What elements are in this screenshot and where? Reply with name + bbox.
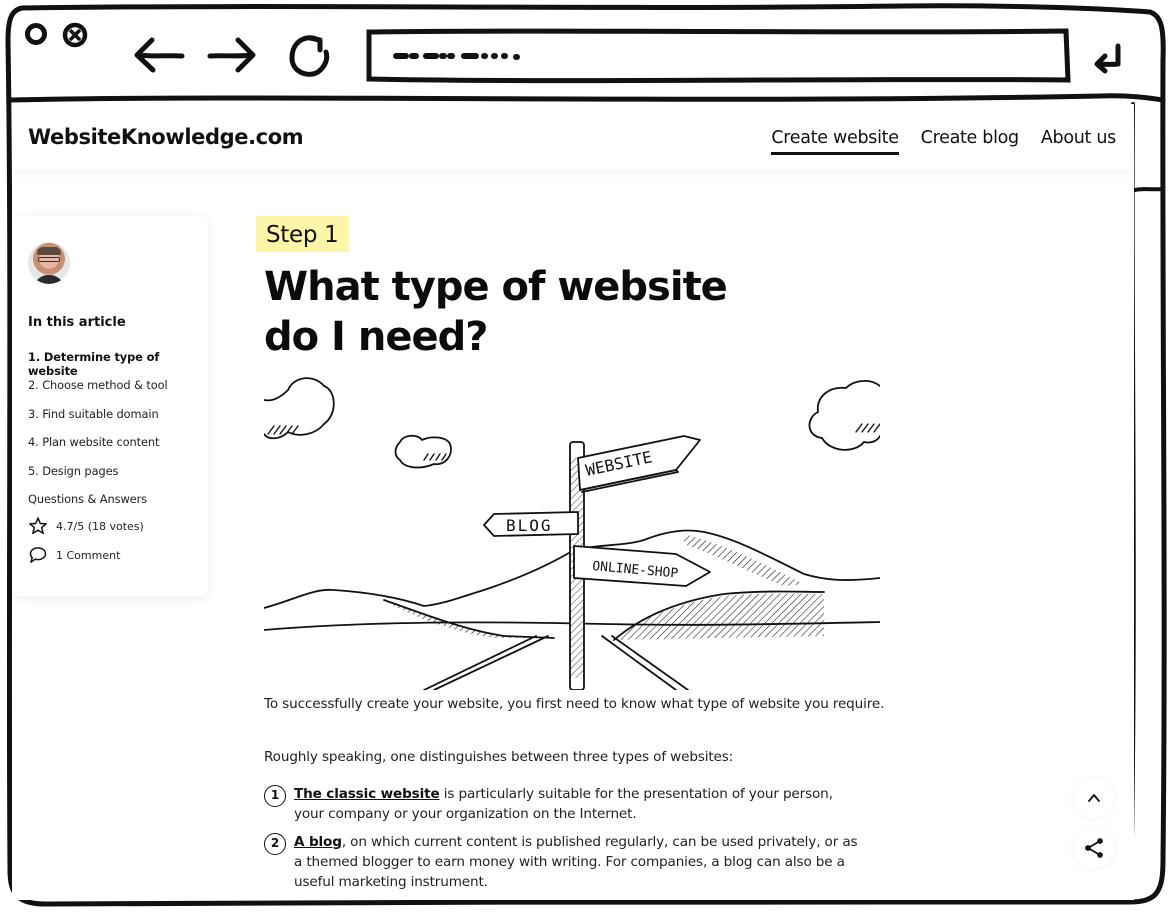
blog-link[interactable]: A blog xyxy=(294,834,342,850)
nav-create-website[interactable]: Create website xyxy=(771,128,898,155)
top-nav xyxy=(771,128,1116,155)
reload-icon[interactable] xyxy=(282,30,334,80)
share-button[interactable] xyxy=(1074,828,1114,868)
share-icon xyxy=(1083,837,1105,859)
signpost-illustration xyxy=(264,374,880,690)
scroll-to-top-button[interactable] xyxy=(1074,778,1114,818)
list-item-text: , on which current content is published regularly, can be used privately, or as a themed blogger to earn money with writing. For companies, a blog can also be a useful marketing instrument. xyxy=(294,834,858,890)
toc-title: In this article xyxy=(28,315,126,330)
rating-text: 4.7/5 (18 votes) xyxy=(56,519,144,533)
number-badge: 1 xyxy=(264,785,286,807)
list-item-text: is particularly suitable for the presentation of your person, your company or your organization on the Internet. xyxy=(294,786,833,822)
toc-item-determine-type[interactable]: 1. Determine type of website xyxy=(28,350,160,378)
close-icon[interactable] xyxy=(62,22,86,46)
table-of-contents xyxy=(12,216,208,596)
sign-website: WEBSITE xyxy=(583,447,654,480)
back-arrow-icon[interactable] xyxy=(132,30,188,80)
page-viewport xyxy=(12,104,1134,900)
sign-online-shop: ONLINE-SHOP xyxy=(591,559,679,582)
classic-website-link[interactable]: The classic website xyxy=(294,786,440,802)
toc-item-choose-method[interactable]: 2. Choose method & tool xyxy=(28,378,168,393)
toc-list xyxy=(28,350,208,520)
comments-text: 1 Comment xyxy=(56,548,121,562)
circle-icon[interactable] xyxy=(24,22,48,46)
author-avatar[interactable] xyxy=(28,242,70,284)
nav-about-us[interactable]: About us xyxy=(1040,128,1116,148)
avatar-shirt xyxy=(34,275,64,284)
forward-arrow-icon[interactable] xyxy=(204,30,260,80)
types-intro-paragraph: Roughly speaking, one distinguishes between three types of websites: xyxy=(264,749,734,765)
sign-blog: BLOG xyxy=(506,516,553,535)
title-line-1: What type of website xyxy=(264,264,727,310)
nav-create-blog[interactable]: Create blog xyxy=(920,128,1019,148)
return-icon[interactable] xyxy=(1088,40,1128,80)
site-header xyxy=(12,104,1134,170)
intro-paragraph: To successfully create your website, you first need to know what type of website you require. xyxy=(264,696,885,712)
site-logo[interactable]: WebsiteKnowledge.com xyxy=(28,125,304,149)
comments-row[interactable] xyxy=(28,545,120,565)
rating-row[interactable] xyxy=(28,516,144,536)
title-line-2: do I need? xyxy=(264,314,488,360)
page-title xyxy=(264,262,784,362)
chevron-up-icon xyxy=(1086,790,1102,806)
list-item xyxy=(264,832,864,892)
avatar-glasses xyxy=(38,257,60,262)
star-icon xyxy=(28,516,48,536)
number-badge: 2 xyxy=(264,833,286,855)
toc-item-questions-answers[interactable]: Questions & Answers xyxy=(28,491,147,506)
comment-icon xyxy=(28,545,48,565)
toc-item-plan-content[interactable]: 4. Plan website content xyxy=(28,435,160,450)
list-item xyxy=(264,784,864,824)
url-bar[interactable] xyxy=(366,28,1072,84)
toc-item-find-domain[interactable]: 3. Find suitable domain xyxy=(28,406,159,421)
website-types-list xyxy=(264,784,864,900)
avatar-hair xyxy=(37,247,61,255)
toc-item-design-pages[interactable]: 5. Design pages xyxy=(28,463,119,478)
step-label: Step 1 xyxy=(264,216,349,252)
